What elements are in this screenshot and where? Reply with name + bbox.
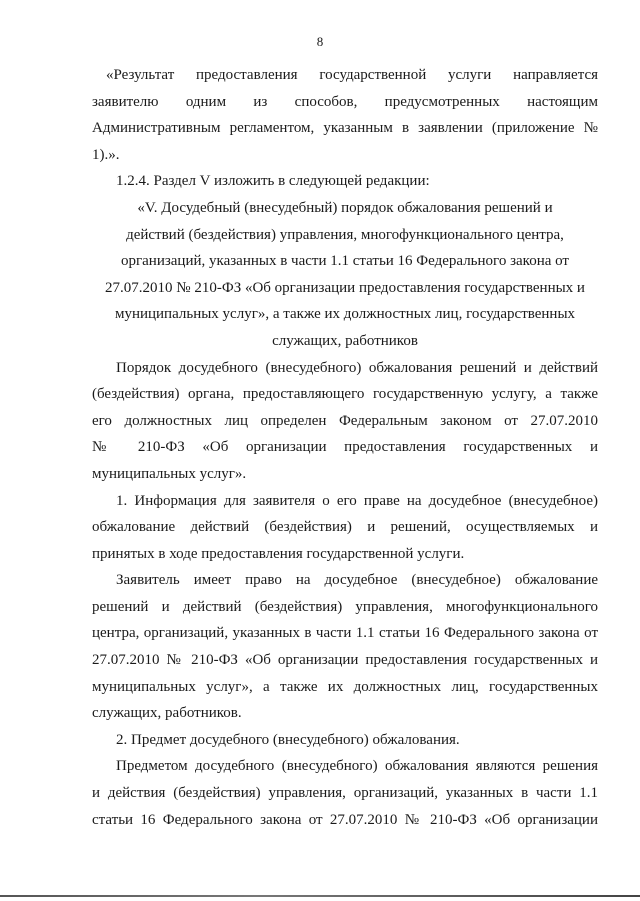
text-line: и действия (бездействия) управления, организаций, указанных в части 1.1 <box>92 785 598 802</box>
text-line: Заявитель имеет право на досудебное (внесудебное) обжалование <box>116 572 598 589</box>
text-line: служащих, работников <box>272 332 418 349</box>
text-line: статьи 16 Федерального закона от 27.07.2010 № 210-ФЗ «Об организации <box>92 811 598 828</box>
text-line: (бездействия) органа, предоставляющего государственную услугу, а также <box>92 386 598 403</box>
document-body <box>92 62 598 833</box>
text-line: его должностных лиц определен Федеральным законом от 27.07.2010 <box>92 412 598 429</box>
text-line: 27.07.2010 № 210-ФЗ «Об организации предоставления государственных и <box>92 652 598 669</box>
text-line: 1. Информация для заявителя о его праве на досудебное (внесудебное) <box>116 492 598 509</box>
scan-edge-line <box>0 895 640 897</box>
text-line: 1).». <box>92 146 120 163</box>
text-line: муниципальных услуг», а также их должностных лиц, государственных <box>92 678 598 695</box>
text-line: решений и действий (бездействия) управления, многофункционального <box>92 598 598 615</box>
text-line: центра, организаций, указанных в части 1.1 статьи 16 Федерального закона от <box>92 625 598 642</box>
text-line: «Результат предоставления государственной услуги направляется <box>106 67 598 83</box>
page-number: 8 <box>316 34 324 49</box>
text-line: 27.07.2010 № 210-ФЗ «Об организации предоставления государственных и <box>105 279 585 296</box>
text-line: заявителю одним из способов, предусмотренных настоящим <box>92 93 598 110</box>
text-line: принятых в ходе предоставления государственной услуги. <box>92 545 465 562</box>
text-line: № 210-ФЗ «Об организации предоставления государственных и <box>92 439 598 456</box>
text-line: муниципальных услуг», а также их должностных лиц, государственных <box>114 306 576 323</box>
text-line: действий (бездействия) управления, многофункционального центра, <box>126 226 564 243</box>
text-line: 1.2.4. Раздел V изложить в следующей редакции: <box>116 173 430 190</box>
text-line: 2. Предмет досудебного (внесудебного) обжалования. <box>116 731 460 748</box>
text-line: организаций, указанных в части 1.1 статьи 16 Федерального закона от <box>120 253 569 270</box>
text-line: Предметом досудебного (внесудебного) обжалования являются решения <box>116 758 598 775</box>
text-line: служащих, работников. <box>92 705 242 722</box>
text-line: обжалование действий (бездействия) и решений, осуществляемых и <box>92 519 598 536</box>
text-line: «V. Досудебный (внесудебный) порядок обжалования решений и <box>137 199 553 216</box>
text-line: Порядок досудебного (внесудебного) обжалования решений и действий <box>116 359 598 376</box>
text-line: Административным регламентом, указанным в заявлении (приложение № <box>92 120 598 137</box>
text-line: муниципальных услуг». <box>92 465 247 482</box>
